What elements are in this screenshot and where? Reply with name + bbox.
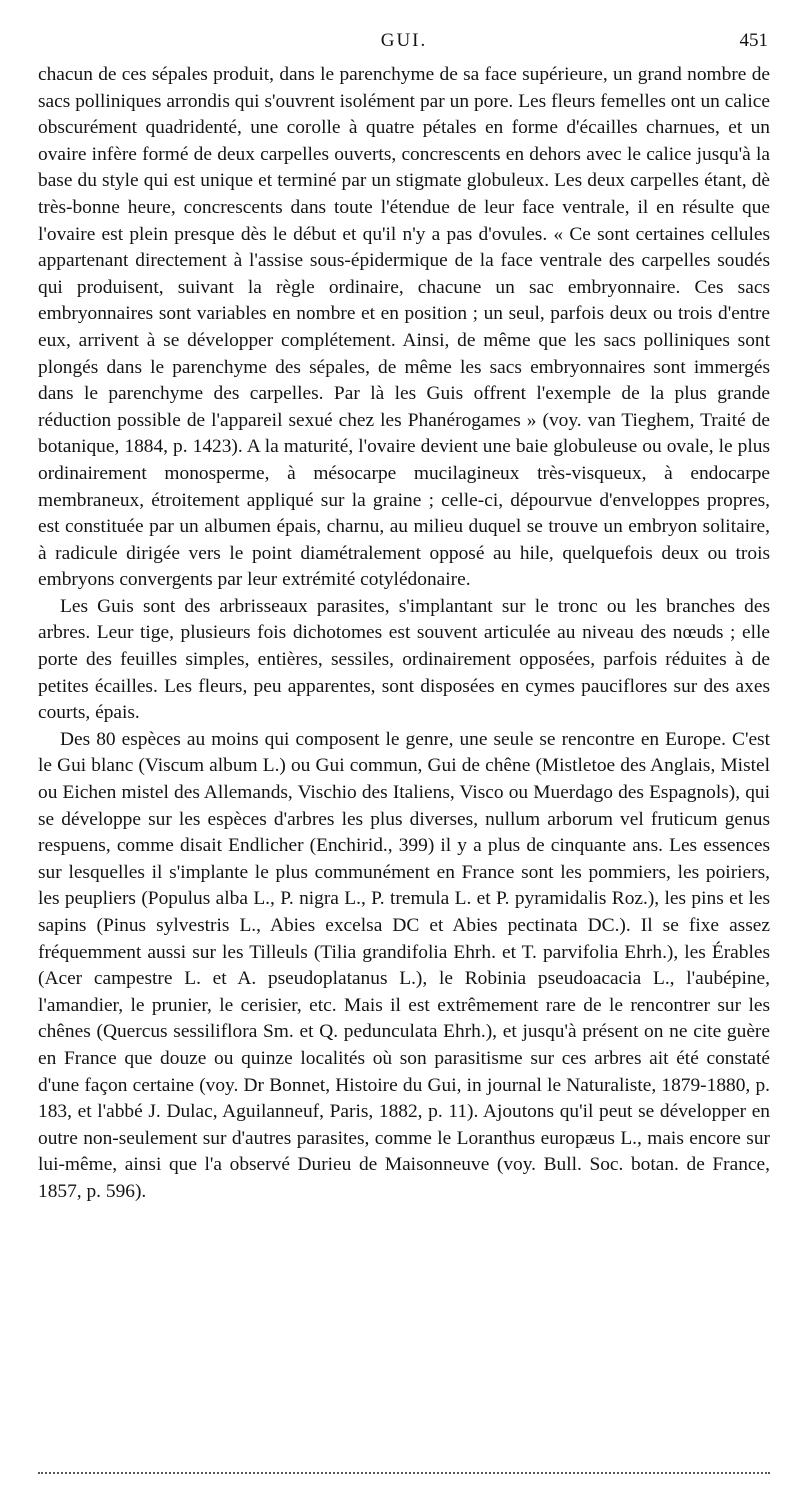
paragraph: Les Guis sont des arbrisseaux parasites, s'implantant sur le tronc ou les branches des arbres. Leur tige, plusieurs fois dichotomes est souvent articulée au niveau des nœuds ; elle porte des feuilles simples, entières, sessiles, ordinairement opposées, parfois réduites à de petites écailles. Les fleurs, peu apparentes, sont disposées en cymes pauciflores sur des axes courts, épais. xyxy=(38,595,770,724)
page-number: 451 xyxy=(739,30,768,51)
running-head xyxy=(38,30,770,62)
page xyxy=(38,30,770,1206)
footer-dotted-rule xyxy=(38,1472,770,1474)
paragraph-continued: chacun de ces sépales produit, dans le parenchyme de sa face supérieure, un grand nombre de sacs polliniques arrondis qui s'ouvrent isolément par un pore. Les fleurs femelles ont un calice obscurément quadridenté, une corolle à quatre pétales en forme d'écailles charnues, et un ovaire infère formé de deux carpelles ouverts, concrescents en dehors avec le calice jusqu'à la base du style qui est unique et terminé par un stigmate globuleux. Les deux carpelles étant, dè très-bonne heure, concrescents dans toute l'étendue de leur face ventrale, il en résulte que l'ovaire est plein presque dès le début et qu'il n'y a pas d'ovules. « Ce sont certaines cellules appartenant directement à l'assise sous-épidermique de la face ventrale des carpelles soudés qui produisent, suivant la règle ordinaire, chacune un sac embryonnaire. Ces sacs embryonnaires sont variables en nombre et en position ; un seul, parfois deux ou trois d'entre eux, arrivent à se développer complétement. Ainsi, de même que les sacs polliniques sont plongés dans le parenchyme des sépales, de même les sacs embryonnaires sont immergés dans le parenchyme des carpelles. Par là les Guis offrent l'exemple de la plus grande réduction possible de l'appareil sexué chez les Phanérogames » (voy. van Tieghem, Traité de botanique, 1884, p. 1423). A la maturité, l'ovaire devient une baie globuleuse ou ovale, le plus ordinairement monosperme, à mésocarpe mucilagineux très-visqueux, à endocarpe membraneux, étroitement appliqué sur la graine ; celle-ci, dépourvue d'enveloppes propres, est constituée par un albumen épais, charnu, au milieu duquel se trouve un embryon solitaire, à radicule dirigée vers le point diamétralement opposé au hile, quelquefois deux ou trois embryons convergents par leur extrémité cotylédonaire. xyxy=(38,64,770,591)
body-text xyxy=(38,62,770,1206)
running-head-title: GUI. xyxy=(380,30,428,51)
paragraph: Des 80 espèces au moins qui composent le genre, une seule se rencontre en Europe. C'est le Gui blanc (Viscum album L.) ou Gui commun, Gui de chêne (Mistletoe des Anglais, Mistel ou Eichen mistel des Allemands, Vischio des Italiens, Visco ou Muerdago des Espagnols), qui se développe sur les espèces d'arbres les plus diverses, nullum arborum vel fruticum genus respuens, comme disait Endlicher (Enchirid., 399) il y a plus de cinquante ans. Les essences sur lesquelles il s'implante le plus communément en France sont les pommiers, les poiriers, les peupliers (Populus alba L., P. nigra L., P. tremula L. et P. pyramidalis Roz.), les pins et les sapins (Pinus sylvestris L., Abies excelsa DC et Abies pectinata DC.). Il se fixe assez fréquemment aussi sur les Tilleuls (Tilia grandifolia Ehrh. et T. parvifolia Ehrh.), les Érables (Acer campestre L. et A. pseudoplatanus L.), le Robinia pseudoacacia L., l'aubépine, l'amandier, le prunier, le cerisier, etc. Mais il est extrêmement rare de le rencontrer sur les chênes (Quercus sessiliflora Sm. et Q. pedunculata Ehrh.), et jusqu'à présent on ne cite guère en France que douze ou quinze localités où son parasitisme sur ces arbres ait été constaté d'une façon certaine (voy. Dr Bonnet, Histoire du Gui, in journal le Naturaliste, 1879-1880, p. 183, et l'abbé J. Dulac, Aguilanneuf, Paris, 1882, p. 11). Ajoutons qu'il peut se développer en outre non-seulement sur d'autres parasites, comme le Loranthus europæus L., mais encore sur lui-même, ainsi que l'a observé Durieu de Maisonneuve (voy. Bull. Soc. botan. de France, 1857, p. 596). xyxy=(38,728,770,1202)
